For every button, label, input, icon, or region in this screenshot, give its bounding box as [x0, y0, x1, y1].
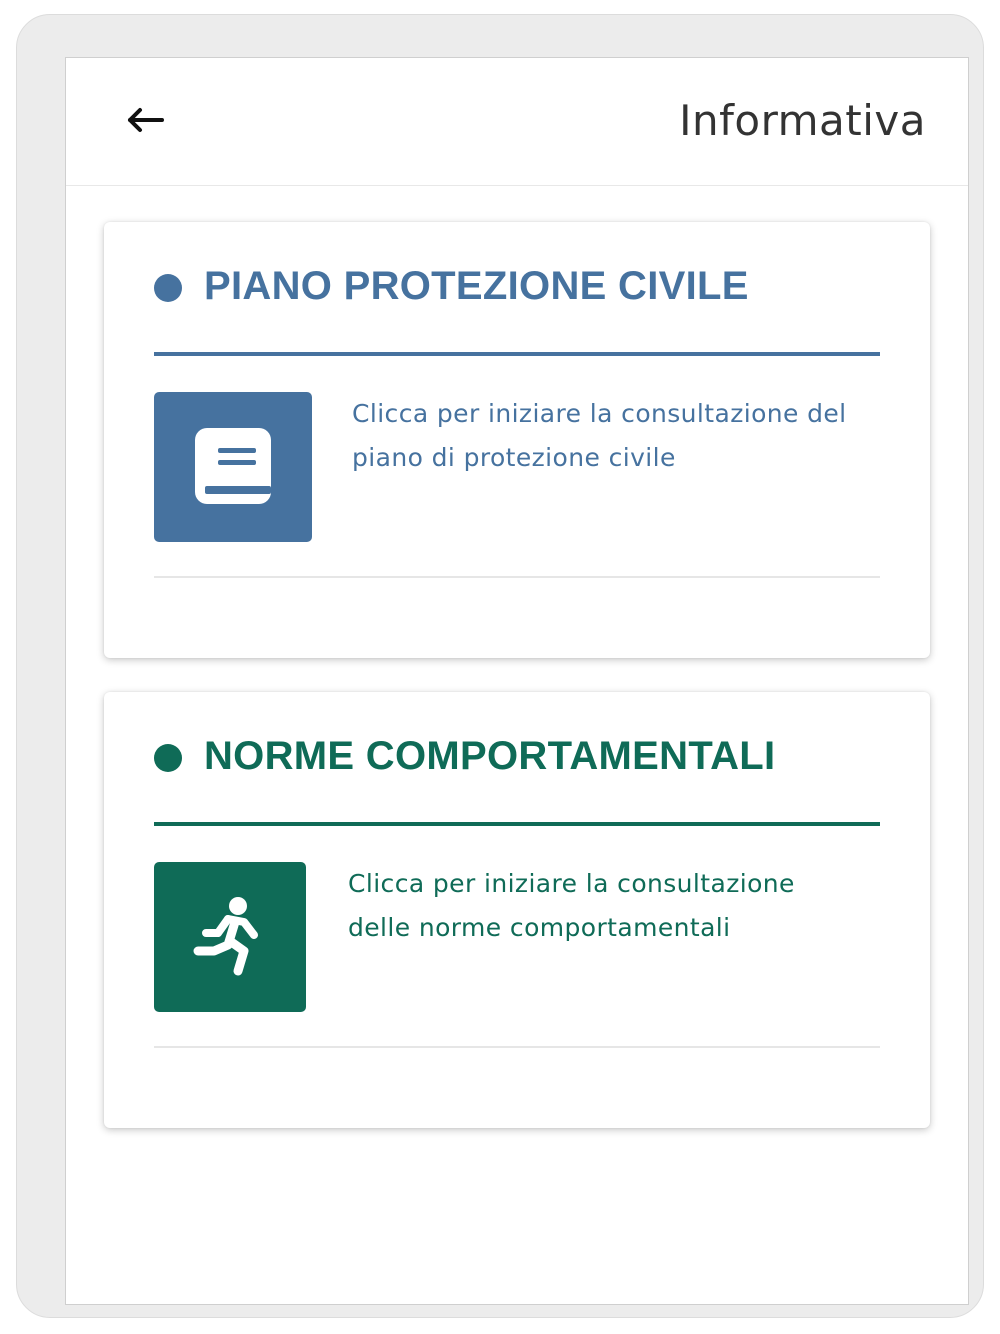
card-icon-box[interactable] [154, 862, 306, 1012]
card-description [348, 862, 795, 950]
bullet-dot [154, 274, 182, 302]
card-title: NORME COMPORTAMENTALI [204, 734, 776, 778]
card-description [352, 392, 847, 480]
description-line: Clicca per iniziare la consultazione del [352, 399, 847, 428]
card-bottom-divider [154, 1046, 880, 1048]
card-title: PIANO PROTEZIONE CIVILE [204, 264, 749, 308]
back-button[interactable] [126, 102, 168, 138]
card-bottom-divider [154, 576, 880, 578]
description-line: piano di protezione civile [352, 443, 676, 472]
piano-protezione-civile-card[interactable] [104, 222, 930, 658]
title-divider [154, 352, 880, 356]
arrow-left-icon [126, 102, 168, 138]
device-frame [16, 14, 984, 1318]
app-header [66, 58, 968, 186]
bullet-dot [154, 744, 182, 772]
running-person-icon [188, 895, 272, 979]
page-title: Informativa [679, 96, 926, 145]
norme-comportamentali-card[interactable] [104, 692, 930, 1128]
description-line: Clicca per iniziare la consultazione [348, 869, 795, 898]
app-screen [65, 57, 969, 1305]
card-icon-box[interactable] [154, 392, 312, 542]
description-line: delle norme comportamentali [348, 913, 731, 942]
title-divider [154, 822, 880, 826]
book-icon [192, 426, 274, 508]
